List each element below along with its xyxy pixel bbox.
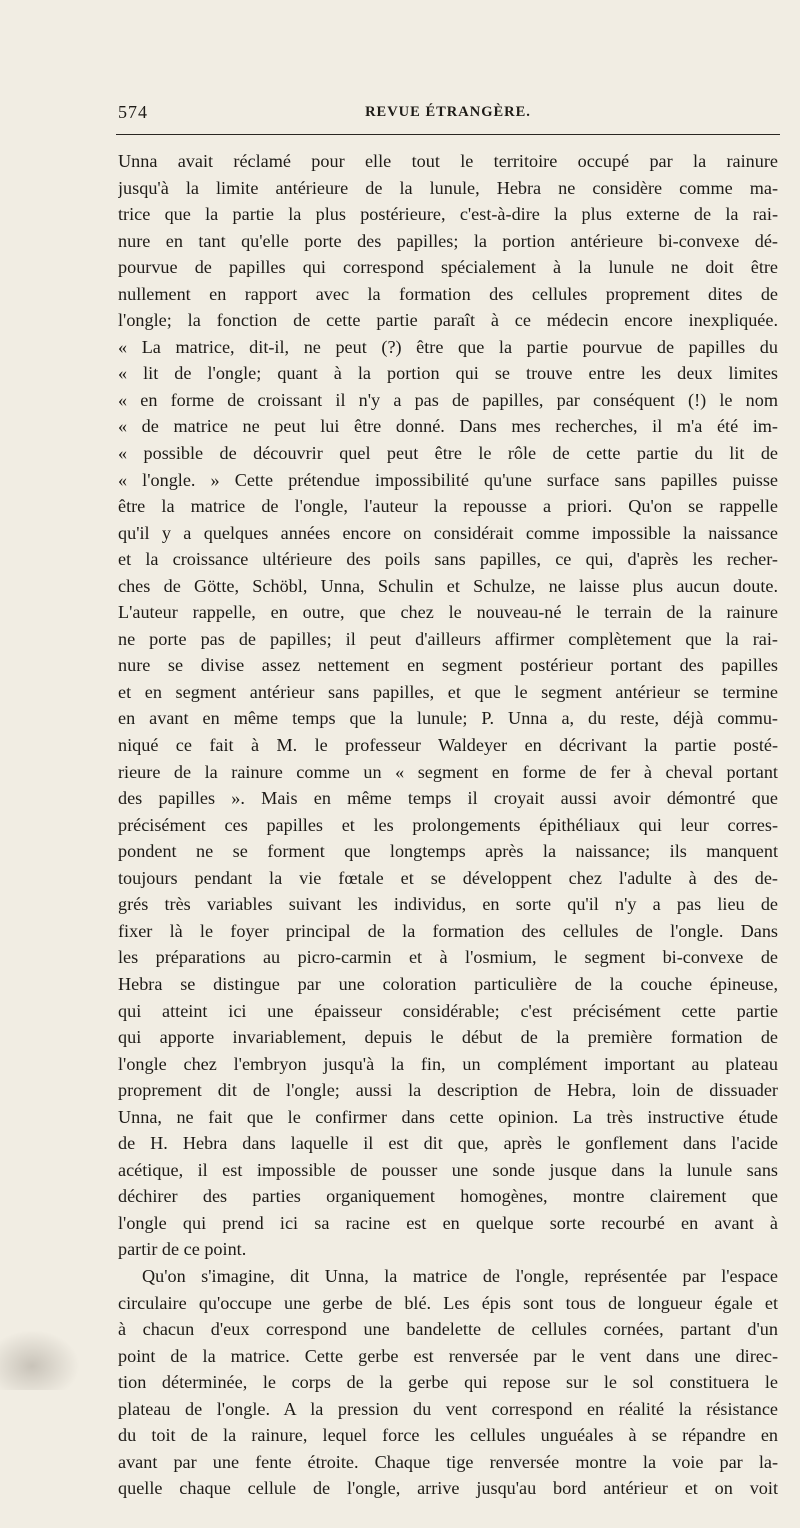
text-line: pondent ne se forment que longtemps après la naissance; ils manquent	[118, 841, 778, 862]
text-line: « en forme de croissant il n'y a pas de papilles, par conséquent (!) le nom	[118, 389, 778, 410]
text-line: et en segment antérieur sans papilles, et que le segment antérieur se termine	[118, 681, 778, 702]
text-line: ches de Götte, Schöbl, Unna, Schulin et Schulze, ne laisse plus aucun doute.	[118, 575, 778, 596]
text-line: fixer là le foyer principal de la formation des cellules de l'ongle. Dans	[118, 920, 778, 941]
text-line: plateau de l'ongle. A la pression du vent correspond en réalité la résistance	[118, 1398, 778, 1419]
text-line: « La matrice, dit-il, ne peut (?) être que la partie pourvue de papilles du	[118, 336, 778, 357]
text-line: déchirer des parties organiquement homogènes, montre clairement que	[118, 1186, 778, 1207]
text-line: et la croissance ultérieure des poils sans papilles, ce qui, d'après les recher-	[118, 549, 778, 570]
text-line	[118, 1502, 778, 1528]
text-line: l'ongle qui prend ici sa racine est en quelque sorte recourbé en avant à	[118, 1212, 778, 1233]
text-line: quelle chaque cellule de l'ongle, arrive jusqu'au bord antérieur et on voit	[118, 1478, 778, 1499]
text-line: en avant en même temps que la lunule; P. Unna a, du reste, déjà commu-	[118, 708, 778, 729]
text-line: nure en tant qu'elle porte des papilles; la portion antérieure bi-convexe dé-	[118, 230, 778, 251]
text-line: jusqu'à la limite antérieure de la lunule, Hebra ne considère comme ma-	[118, 177, 778, 198]
text-line: des papilles ». Mais en même temps il croyait aussi avoir démontré que	[118, 788, 778, 809]
text-line: point de la matrice. Cette gerbe est renversée par le vent dans une direc-	[118, 1345, 778, 1366]
text-line: rieure de la rainure comme un « segment en forme de fer à cheval portant	[118, 761, 778, 782]
text-line: du toit de la rainure, lequel force les cellules unguéales à se répandre en	[118, 1425, 778, 1446]
page-smudge	[0, 1330, 80, 1390]
running-head: REVUE ÉTRANGÈRE.	[365, 104, 531, 120]
text-line: être la matrice de l'ongle, l'auteur la repousse a priori. Qu'on se rappelle	[118, 496, 778, 517]
page-number: 574	[118, 102, 148, 122]
text-line: Qu'on s'imagine, dit Unna, la matrice de l'ongle, représentée par l'espace	[142, 1265, 778, 1286]
text-line: ne porte pas de papilles; il peut d'ailleurs affirmer complètement que la rai-	[118, 628, 778, 649]
text-line: nure se divise assez nettement en segment postérieur portant des papilles	[118, 655, 778, 676]
text-line: Unna, ne fait que le confirmer dans cette opinion. La très instructive étude	[118, 1106, 778, 1127]
text-line: tion déterminée, le corps de la gerbe qui repose sur le sol constituera le	[118, 1372, 778, 1393]
text-line: l'ongle; la fonction de cette partie paraît à ce médecin encore inexpliquée.	[118, 310, 778, 331]
text-line: l'ongle chez l'embryon jusqu'à la fin, un complément important au plateau	[118, 1053, 778, 1074]
text-line: de H. Hebra dans laquelle il est dit que, après le gonflement dans l'acide	[118, 1133, 778, 1154]
text-line: nullement en rapport avec la formation des cellules proprement dites de	[118, 283, 778, 304]
text-line: pourvue de papilles qui correspond spécialement à la lunule ne doit être	[118, 257, 778, 278]
body-text	[118, 148, 778, 1528]
text-line: qui atteint ici une épaisseur considérable; c'est précisément cette partie	[118, 1000, 778, 1021]
text-line: « possible de découvrir quel peut être le rôle de cette partie du lit de	[118, 443, 778, 464]
text-line: à chacun d'eux correspond une bandelette de cellules cornées, partant d'un	[118, 1319, 778, 1340]
text-line: proprement dit de l'ongle; aussi la description de Hebra, loin de dissuader	[118, 1080, 778, 1101]
text-line: niqué ce fait à M. le professeur Waldeyer en décrivant la partie posté-	[118, 735, 778, 756]
text-line: toujours pendant la vie fœtale et se développent chez l'adulte à des de-	[118, 867, 778, 888]
text-line: avant par une fente étroite. Chaque tige renversée montre la voie par la-	[118, 1451, 778, 1472]
text-line: circulaire qu'occupe une gerbe de blé. Les épis sont tous de longueur égale et	[118, 1292, 778, 1313]
text-line: les préparations au picro-carmin et à l'osmium, le segment bi-convexe de	[118, 947, 778, 968]
text-line: précisément ces papilles et les prolongements épithéliaux qui leur corres-	[118, 814, 778, 835]
text-line: « l'ongle. » Cette prétendue impossibilité qu'une surface sans papilles puisse	[118, 469, 778, 490]
text-line: partir de ce point.	[118, 1239, 247, 1260]
text-line: qu'il y a quelques années encore on considérait comme impossible la naissance	[118, 522, 778, 543]
text-line: trice que la partie la plus postérieure, c'est-à-dire la plus externe de la rai-	[118, 204, 778, 225]
text-line: « lit de l'ongle; quant à la portion qui se trouve entre les deux limites	[118, 363, 778, 384]
page-header	[118, 102, 778, 126]
header-rule	[116, 134, 780, 135]
text-line: Unna avait réclamé pour elle tout le territoire occupé par la rainure	[118, 151, 778, 171]
text-line: qui apporte invariablement, depuis le début de la première formation de	[118, 1027, 778, 1048]
text-line: « de matrice ne peut lui être donné. Dans mes recherches, il m'a été im-	[118, 416, 778, 437]
text-line: grés très variables suivant les individus, en sorte qu'il n'y a pas lieu de	[118, 894, 778, 915]
text-line: L'auteur rappelle, en outre, que chez le nouveau-né le terrain de la rainure	[118, 602, 778, 623]
text-line: Hebra se distingue par une coloration particulière de la couche épineuse,	[118, 973, 778, 994]
text-line: acétique, il est impossible de pousser une sonde jusque dans la lunule sans	[118, 1159, 778, 1180]
